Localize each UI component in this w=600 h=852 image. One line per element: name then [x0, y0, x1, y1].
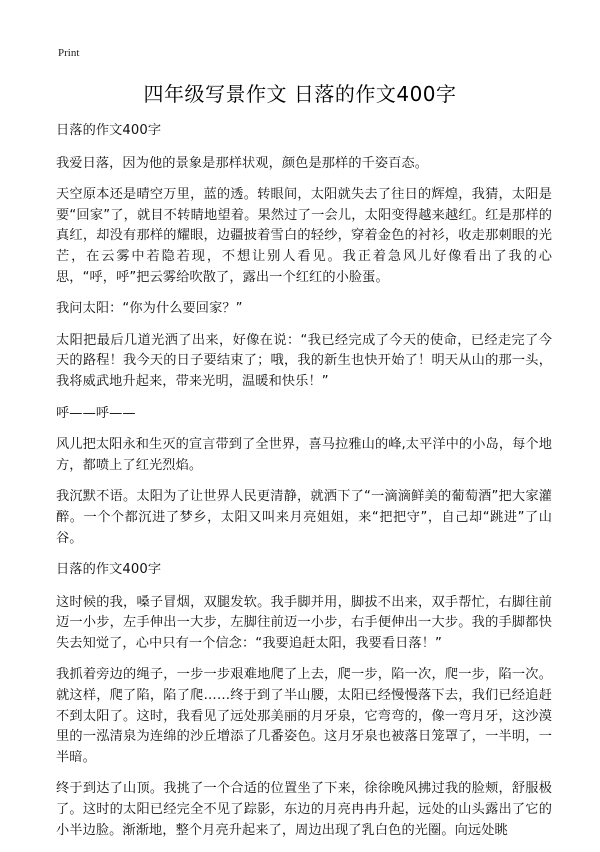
paragraph: 我问太阳：“你为什么要回家？” [56, 301, 243, 317]
article-body [56, 121, 552, 852]
paragraph: 这时候的我，嗓子冒烟，双腿发软。我手脚并用，脚拔不出来，双手帮忙，右脚往前迈一小步，左手伸出一大步，左脚往前迈一小步，右手便伸出一大步。我的手脚都快失去知觉了，心中只有一个信念：“我要追赶太阳，我要看日落！” [56, 594, 552, 651]
section-heading: 日落的作文400字 [56, 562, 162, 578]
paragraph: 呼——呼—— [56, 405, 136, 421]
section-heading: 日落的作文400字 [56, 123, 162, 138]
paragraph: 太阳把最后几道光洒了出来，好像在说：“我已经完成了今天的使命，已经走完了今天的路程！我今天的日子要结束了；哦，我的新生也快开始了！明天从山的那一头，我将威武地升起来，带来光明，温暖和快乐！” [56, 332, 552, 389]
print-label: Print [58, 47, 80, 59]
paragraph: 我抓着旁边的绳子，一步一步艰难地爬了上去，爬一步，陷一次，爬一步，陷一次。就这样，爬了陷，陷了爬……终于到了半山腰，太阳已经慢慢落下去，我们已经追赶不到太阳了。这时，我看见了远处那美丽的月牙泉，它弯弯的，像一弯月牙，这沙漠里的一泓清泉为连绵的沙丘增添了几番姿色。这月牙泉也被落日笼罩了，一半明，一半暗。 [56, 667, 552, 765]
paragraph: 我爱日落，因为他的景象是那样状观，颜色是那样的千姿百态。 [56, 155, 429, 171]
paragraph: 风儿把太阳永和生灭的宣言带到了全世界，喜马拉雅山的峰,太平洋中的小岛，每个地方，都喷上了红光烈焰。 [56, 437, 552, 473]
paragraph: 我沉默不语。太阳为了让世界人民更清静，就洒下了“一滴滴鲜美的葡萄酒”把大家灌醉。一个个都沉进了梦乡，太阳又叫来月亮姐姐，来“把把守”，自己却“跳进”了山谷。 [56, 489, 552, 546]
paragraph: 终于到达了山顶。我挑了一个合适的位置坐了下来，徐徐晚风拂过我的脸颊，舒服极了。这时的太阳已经完全不见了踪影，东边的月亮冉冉升起，远处的山头露出了它的小半边脸。渐渐地，整个月亮升起来了，周边出现了乳白色的光圈。向远处眺 [56, 781, 552, 838]
page-title: 四年级写景作文 日落的作文400字 [143, 82, 457, 106]
paragraph: 天空原本还是晴空万里，蓝的透。转眼间，太阳就失去了往日的辉煌，我猜，太阳是要“回家”了，就目不转睛地望着。果然过了一会儿，太阳变得越来越红。红是那样的真红，却没有那样的耀眼，边疆披着雪白的轻纱，穿着金色的衬衫，收走那刺眼的光芒，在云雾中若隐若现，不想让别人看见。我正着急风儿好像看出了我的心思，“呼，呼”把云雾给吹散了，露出一个红红的小脸蛋。 [56, 187, 552, 285]
